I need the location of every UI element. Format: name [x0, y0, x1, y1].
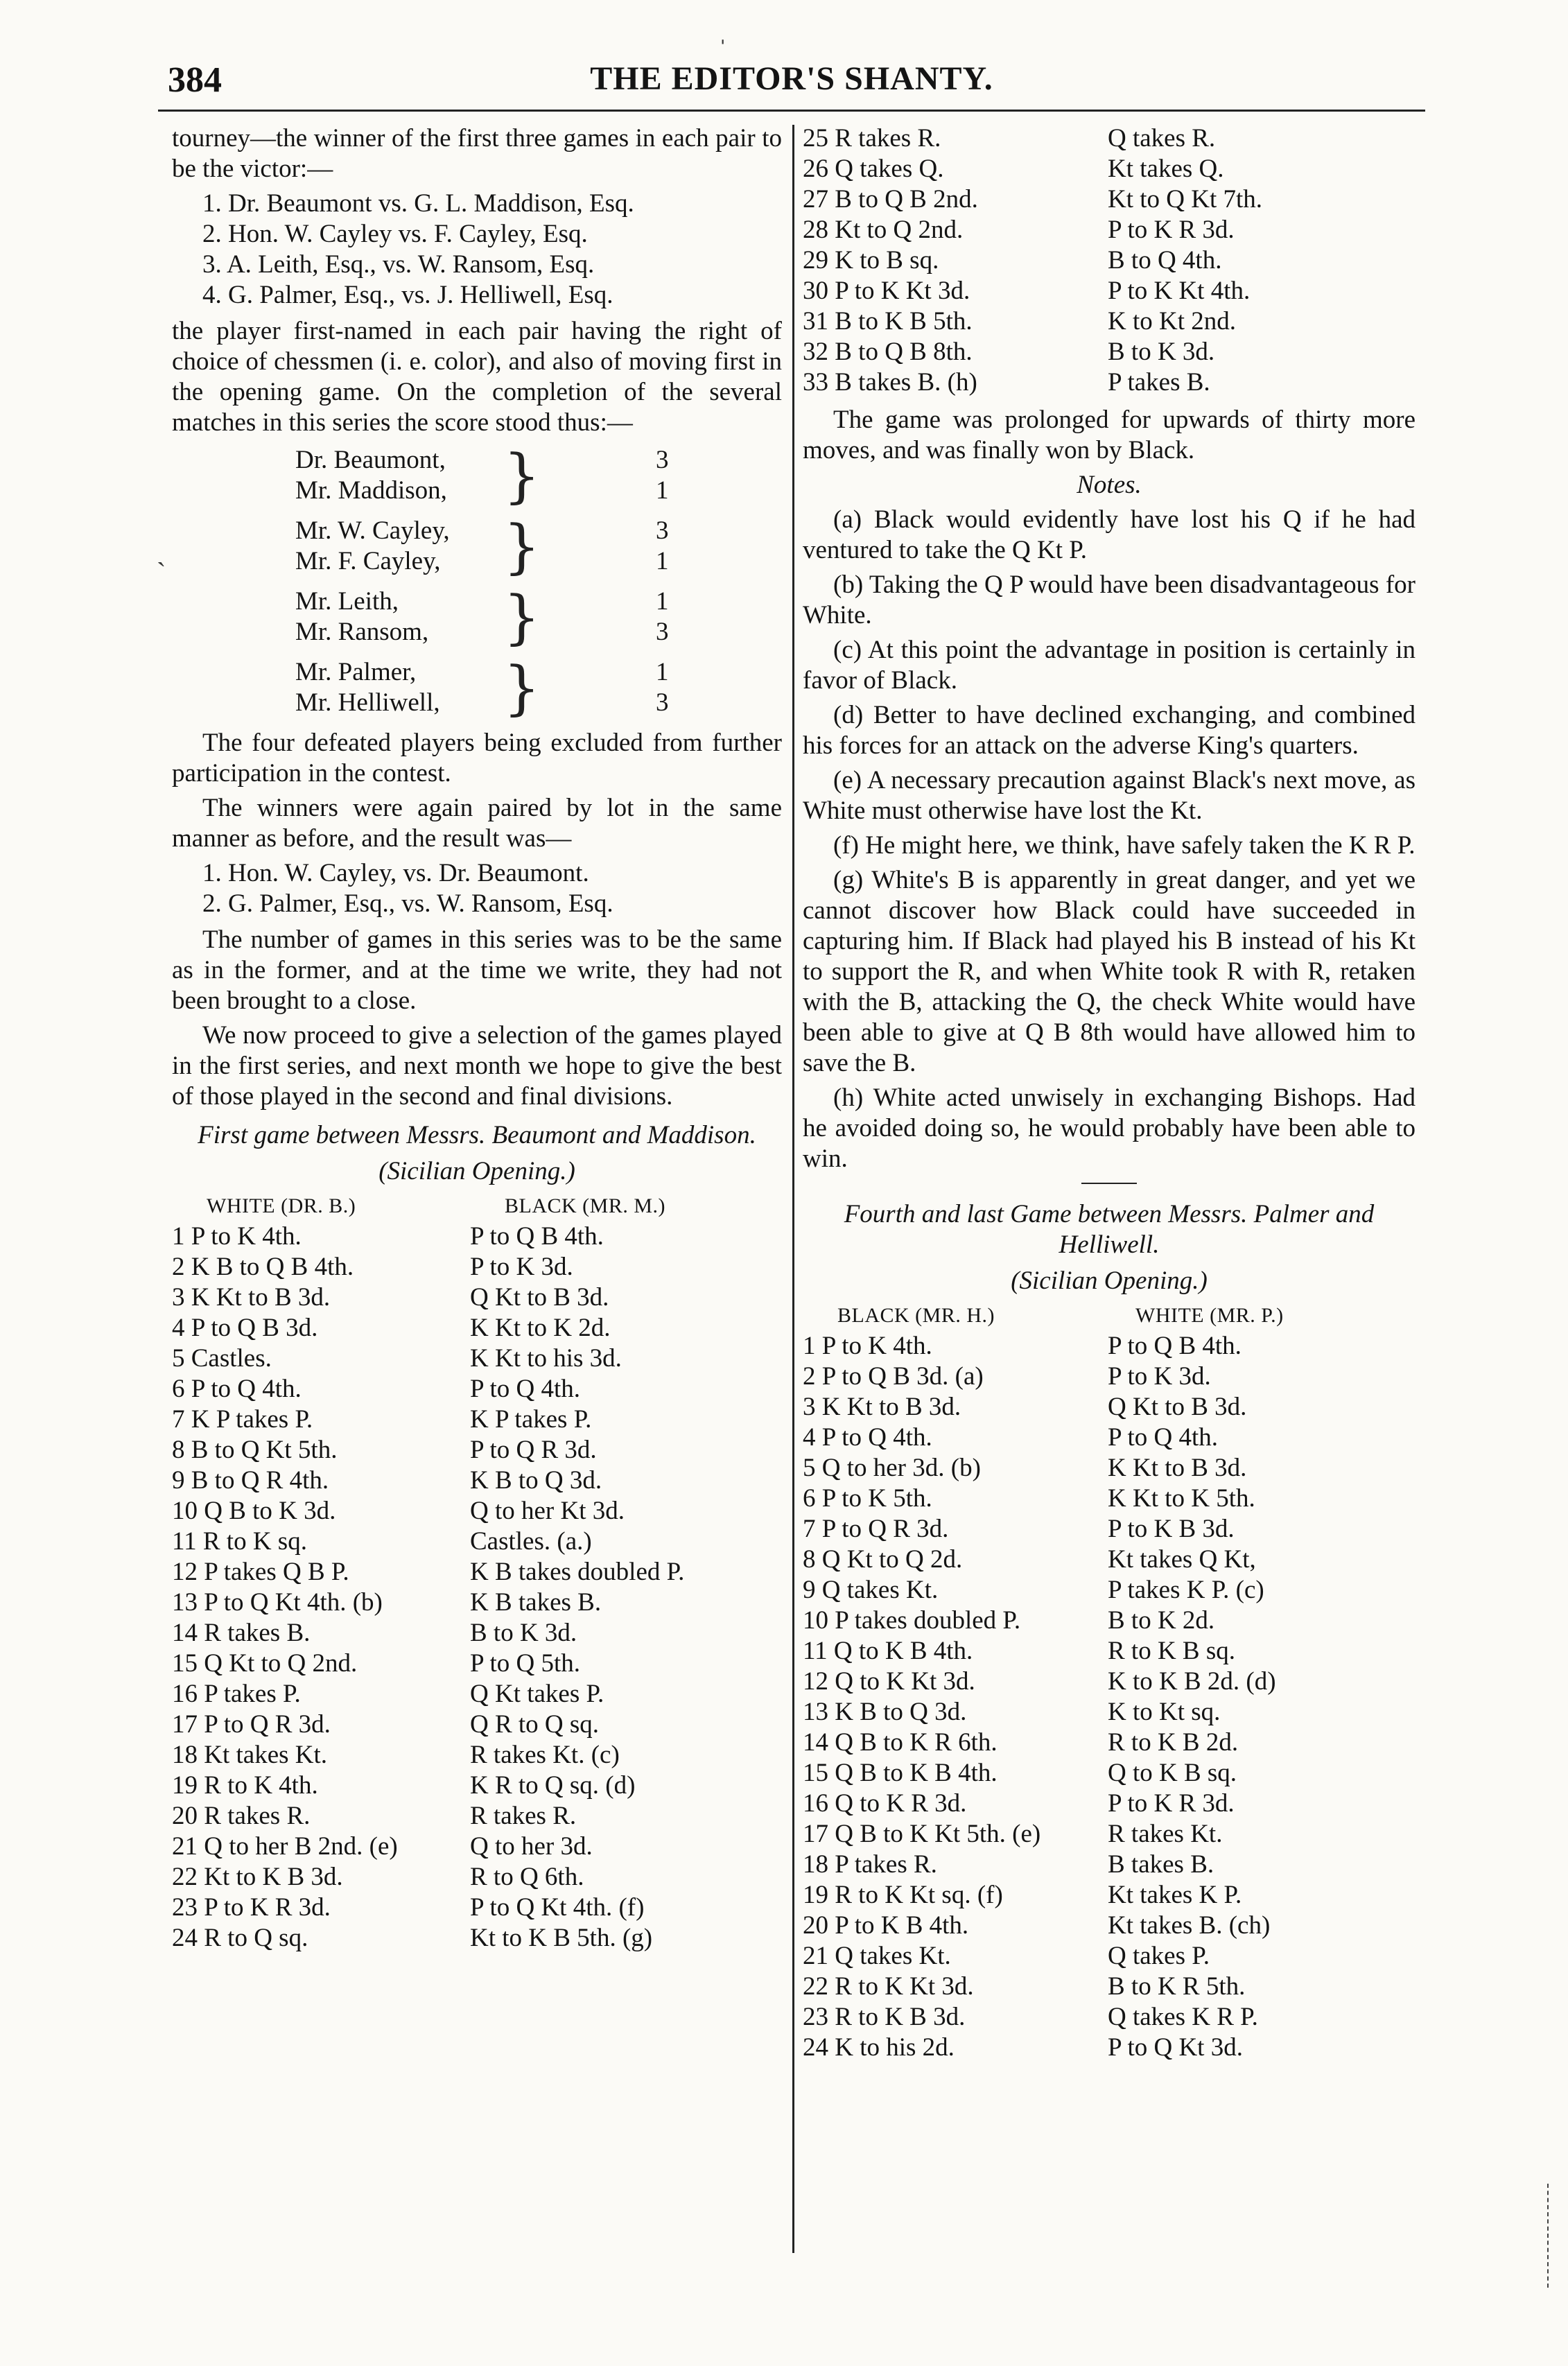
brace-glyph: }	[503, 654, 541, 722]
move-row	[172, 1771, 782, 1801]
second-player-move: B takes B.	[1108, 1850, 1214, 1879]
black-move: K B takes doubled P.	[470, 1558, 685, 1586]
white-move: 25 R takes R.	[803, 124, 941, 153]
black-move: R to Q 6th.	[470, 1863, 584, 1891]
second-player-move: Q takes K R P.	[1108, 2003, 1258, 2031]
move-row	[172, 1313, 782, 1343]
score-pair	[295, 654, 725, 722]
move-row	[803, 1941, 1415, 1972]
second-player-move: K to Kt sq.	[1108, 1698, 1221, 1726]
move-row	[803, 1514, 1415, 1545]
player-name: Mr. Maddison,	[295, 476, 447, 505]
black-move: P to Q 4th.	[470, 1375, 580, 1403]
move-row	[172, 1740, 782, 1771]
second-player-move: K to K B 2d. (d)	[1108, 1667, 1276, 1696]
left-column	[172, 123, 782, 1954]
pairing-item: 4. G. Palmer, Esq., vs. J. Helliwell, Esq.	[202, 281, 613, 309]
white-move: 5 Castles.	[172, 1344, 272, 1373]
pairing-item: 2. G. Palmer, Esq., vs. W. Ransom, Esq.	[202, 889, 613, 918]
note-f: (f) He might here, we think, have safely taken the K R P.	[833, 831, 1415, 860]
second-player-move: R to K B sq.	[1108, 1637, 1236, 1665]
move-row	[803, 1850, 1415, 1880]
games-paragraph: The number of games in this series was to be the same as in the former, and at the time we write, they had not been brought to a close.	[172, 925, 782, 1015]
first-player-move: 20 P to K B 4th.	[803, 1911, 969, 1940]
second-player-move: B to K R 5th.	[1108, 1972, 1246, 2001]
black-move: Kt takes Q.	[1108, 155, 1224, 183]
move-row	[172, 1588, 782, 1618]
game-title: Fourth and last Game between Messrs. Palmer and Helliwell.	[844, 1200, 1375, 1259]
first-player-move: 8 Q Kt to Q 2d.	[803, 1545, 963, 1574]
player-name: Mr. Leith,	[295, 587, 399, 616]
move-row	[803, 154, 1415, 184]
move-row	[803, 184, 1415, 215]
player-score: 1	[656, 476, 669, 505]
player-name: Dr. Beaumont,	[295, 446, 446, 474]
black-move: Q takes R.	[1108, 124, 1216, 153]
second-player-move: R to K B 2d.	[1108, 1728, 1239, 1757]
black-move: B to K 3d.	[1108, 338, 1215, 366]
move-row	[803, 1728, 1415, 1758]
move-row	[803, 2033, 1415, 2063]
move-row	[803, 1636, 1415, 1667]
move-row	[172, 1343, 782, 1374]
move-row	[803, 1697, 1415, 1728]
continued-move-list	[803, 123, 1415, 398]
white-move: 18 Kt takes Kt.	[172, 1741, 328, 1769]
second-player-move: P to K B 3d.	[1108, 1515, 1235, 1543]
second-player-move: K Kt to B 3d.	[1108, 1454, 1247, 1482]
move-row	[803, 1392, 1415, 1423]
move-row	[803, 367, 1415, 398]
running-header	[158, 54, 1425, 110]
move-row	[803, 276, 1415, 306]
white-move: 32 B to Q B 8th.	[803, 338, 973, 366]
header-rule	[158, 110, 1425, 112]
player-name: Mr. Ransom,	[295, 618, 429, 646]
first-player-move: 2 P to Q B 3d. (a)	[803, 1362, 984, 1391]
black-move: P to K R 3d.	[1108, 216, 1235, 244]
black-move: K P takes P.	[470, 1405, 592, 1434]
first-player-move: 13 K B to Q 3d.	[803, 1698, 967, 1726]
white-move: 9 B to Q R 4th.	[172, 1466, 329, 1495]
second-player-move: P takes K P. (c)	[1108, 1576, 1264, 1604]
move-row	[803, 1362, 1415, 1392]
second-player-move: P to K 3d.	[1108, 1362, 1211, 1391]
move-row	[172, 1832, 782, 1862]
second-player-move: Q takes P.	[1108, 1942, 1210, 1970]
move-row	[803, 215, 1415, 245]
intro-paragraph: tourney—the winner of the first three games in each pair to be the victor:—	[172, 124, 782, 183]
move-row	[803, 123, 1415, 154]
white-move: 4 P to Q B 3d.	[172, 1314, 318, 1342]
white-move: 26 Q takes Q.	[803, 155, 944, 183]
second-pairings-list	[172, 858, 782, 919]
section-rule	[1081, 1183, 1137, 1184]
first-player-move: 3 K Kt to B 3d.	[803, 1393, 961, 1421]
player-score: 3	[656, 688, 669, 717]
excluded-paragraph: The four defeated players being excluded from further participation in the contest.	[172, 729, 782, 788]
white-move: 8 B to Q Kt 5th.	[172, 1436, 338, 1464]
move-row	[172, 1710, 782, 1740]
player-score: 1	[656, 658, 669, 686]
black-move: K Kt to K 2d.	[470, 1314, 611, 1342]
black-move: P takes B.	[1108, 368, 1210, 397]
second-player-move: P to Q B 4th.	[1108, 1332, 1242, 1360]
score-table	[295, 442, 725, 722]
white-move: 20 R takes R.	[172, 1802, 311, 1830]
move-row	[172, 1862, 782, 1893]
player-score: 3	[656, 516, 669, 545]
move-row	[172, 1496, 782, 1526]
black-move: P to Q Kt 4th. (f)	[470, 1893, 645, 1922]
first-player-move: 5 Q to her 3d. (b)	[803, 1454, 981, 1482]
white-move: 24 R to Q sq.	[172, 1924, 308, 1952]
white-move: 17 P to Q R 3d.	[172, 1710, 331, 1739]
first-player-move: 18 P takes R.	[803, 1850, 937, 1879]
white-heading: WHITE (MR. P.)	[1135, 1304, 1284, 1327]
move-row	[803, 1453, 1415, 1484]
move-row	[172, 1374, 782, 1404]
first-player-move: 7 P to Q R 3d.	[803, 1515, 949, 1543]
score-pair	[295, 512, 725, 580]
black-move: P to K Kt 4th.	[1108, 277, 1251, 305]
pairings-list	[172, 189, 782, 311]
black-move: Q to her Kt 3d.	[470, 1497, 625, 1525]
page-edge-marks	[1547, 2184, 1551, 2288]
black-move: P to Q 5th.	[470, 1649, 580, 1678]
first-player-move: 22 R to K Kt 3d.	[803, 1972, 974, 2001]
second-player-move: Q Kt to B 3d.	[1108, 1393, 1247, 1421]
move-row	[172, 1465, 782, 1496]
prolonged-paragraph: The game was prolonged for upwards of thirty more moves, and was finally won by Black.	[803, 406, 1415, 464]
move-row	[803, 306, 1415, 337]
move-row	[803, 1423, 1415, 1453]
note-e: (e) A necessary precaution against Black's next move, as White must otherwise have lost the Kt.	[803, 766, 1415, 825]
first-player-move: 24 K to his 2d.	[803, 2033, 955, 2062]
pairing-item: 1. Dr. Beaumont vs. G. L. Maddison, Esq.	[202, 189, 634, 218]
player-score: 3	[656, 618, 669, 646]
pairing-item: 1. Hon. W. Cayley, vs. Dr. Beaumont.	[202, 859, 589, 887]
note-h: (h) White acted unwisely in exchanging Bishops. Had he avoided doing so, he would probably have been able to win.	[803, 1084, 1415, 1173]
first-player-move: 21 Q takes Kt.	[803, 1942, 951, 1970]
move-row	[803, 1880, 1415, 1911]
first-player-move: 16 Q to K R 3d.	[803, 1789, 967, 1818]
player-score: 3	[656, 446, 669, 474]
notes-heading: Notes.	[1077, 471, 1142, 499]
white-move: 11 R to K sq.	[172, 1527, 307, 1556]
white-move: 3 K Kt to B 3d.	[172, 1283, 331, 1312]
note-c: (c) At this point the advantage in position is certainly in favor of Black.	[803, 636, 1415, 695]
white-heading: WHITE (DR. B.)	[207, 1194, 356, 1217]
first-player-move: 1 P to K 4th.	[803, 1332, 932, 1360]
move-row	[172, 1252, 782, 1282]
black-move: R takes R.	[470, 1802, 577, 1830]
first-player-move: 17 Q B to K Kt 5th. (e)	[803, 1820, 1041, 1848]
black-heading: BLACK (MR. M.)	[505, 1194, 666, 1217]
move-row	[172, 1801, 782, 1832]
move-row	[803, 2002, 1415, 2033]
black-move: Q Kt to B 3d.	[470, 1283, 609, 1312]
move-row	[172, 1618, 782, 1649]
first-player-move: 9 Q takes Kt.	[803, 1576, 939, 1604]
repaired-paragraph: The winners were again paired by lot in the same manner as before, and the result was—	[172, 794, 782, 853]
move-row	[803, 1606, 1415, 1636]
black-move: Castles. (a.)	[470, 1527, 592, 1556]
black-move: Kt to K B 5th. (g)	[470, 1924, 653, 1952]
white-move: 29 K to B sq.	[803, 246, 939, 275]
black-move: Q Kt takes P.	[470, 1680, 604, 1708]
game-column-headings	[172, 1191, 782, 1221]
white-move: 2 K B to Q B 4th.	[172, 1253, 354, 1281]
first-player-move: 14 Q B to K R 6th.	[803, 1728, 998, 1757]
first-player-move: 4 P to Q 4th.	[803, 1423, 932, 1452]
note-a: (a) Black would evidently have lost his Q if he had ventured to take the Q Kt P.	[803, 505, 1415, 564]
first-player-move: 6 P to K 5th.	[803, 1484, 932, 1513]
black-move: B to Q 4th.	[1108, 246, 1222, 275]
move-row	[172, 1435, 782, 1465]
first-player-move: 19 R to K Kt sq. (f)	[803, 1881, 1003, 1909]
move-row	[803, 1972, 1415, 2002]
white-move: 13 P to Q Kt 4th. (b)	[172, 1588, 383, 1617]
move-row	[803, 1575, 1415, 1606]
white-move: 23 P to K R 3d.	[172, 1893, 331, 1922]
pairing-item: 3. A. Leith, Esq., vs. W. Ransom, Esq.	[202, 250, 595, 279]
player-name: Mr. F. Cayley,	[295, 547, 441, 575]
move-row	[803, 1911, 1415, 1941]
brace-glyph: }	[503, 442, 541, 510]
second-player-move: Q to K B sq.	[1108, 1759, 1237, 1787]
white-move: 19 R to K 4th.	[172, 1771, 318, 1800]
note-g: (g) White's B is apparently in great danger, and yet we cannot discover how Black could have succeeded in capturing him. If Black had played his B instead of his Kt to support the R, and when White took R with R, retaken with the B, attacking the Q, the check White would have been able to give at Q B 8th would have allowed him to save the B.	[803, 866, 1415, 1077]
game-opening: (Sicilian Opening.)	[378, 1157, 575, 1185]
second-player-move: P to K R 3d.	[1108, 1789, 1235, 1818]
second-player-move: B to K 2d.	[1108, 1606, 1215, 1635]
move-row	[172, 1526, 782, 1557]
white-move: 16 P takes P.	[172, 1680, 301, 1708]
white-move: 14 R takes B.	[172, 1619, 311, 1647]
move-row	[803, 1758, 1415, 1789]
second-player-move: R takes Kt.	[1108, 1820, 1223, 1848]
white-move: 33 B takes B. (h)	[803, 368, 977, 397]
black-move: K to Kt 2nd.	[1108, 307, 1236, 336]
note-d: (d) Better to have declined exchanging, and combined his forces for an attack on the adverse King's quarters.	[803, 701, 1415, 760]
player-score: 1	[656, 547, 669, 575]
second-player-move: Kt takes K P.	[1108, 1881, 1242, 1909]
move-row	[803, 1789, 1415, 1819]
brace-glyph: }	[503, 512, 541, 580]
move-row	[803, 1331, 1415, 1362]
move-row	[803, 1545, 1415, 1575]
black-move: P to K 3d.	[470, 1253, 573, 1281]
black-move: K R to Q sq. (d)	[470, 1771, 636, 1800]
player-name: Mr. Helliwell,	[295, 688, 440, 717]
move-row	[172, 1923, 782, 1954]
move-row	[803, 1484, 1415, 1514]
player-name: Mr. W. Cayley,	[295, 516, 450, 545]
score-pair	[295, 442, 725, 510]
white-move: 6 P to Q 4th.	[172, 1375, 302, 1403]
column-divider	[792, 125, 794, 2253]
first-player-move: 12 Q to K Kt 3d.	[803, 1667, 975, 1696]
white-move: 10 Q B to K 3d.	[172, 1497, 336, 1525]
move-row	[803, 337, 1415, 367]
game-column-headings	[803, 1301, 1415, 1331]
move-row	[803, 245, 1415, 276]
white-move: 28 Kt to Q 2nd.	[803, 216, 964, 244]
white-move: 1 P to K 4th.	[172, 1222, 302, 1251]
stray-tick-mark: ˌ	[718, 13, 728, 44]
first-player-move: 23 R to K B 3d.	[803, 2003, 966, 2031]
move-row	[172, 1282, 782, 1313]
selection-paragraph: We now proceed to give a selection of the games played in the first series, and next month we hope to give the best of those played in the second and final divisions.	[172, 1021, 782, 1111]
first-player-move: 15 Q B to K B 4th.	[803, 1759, 998, 1787]
white-move: 7 K P takes P.	[172, 1405, 313, 1434]
white-move: 22 Kt to K B 3d.	[172, 1863, 343, 1891]
first-player-move: 11 Q to K B 4th.	[803, 1637, 973, 1665]
move-list	[803, 1331, 1415, 2063]
white-move: 12 P takes Q B P.	[172, 1558, 349, 1586]
white-move: 30 P to K Kt 3d.	[803, 277, 970, 305]
black-move: Q to her 3d.	[470, 1832, 593, 1861]
white-move: 31 B to K B 5th.	[803, 307, 973, 336]
move-row	[172, 1404, 782, 1435]
brace-glyph: }	[503, 583, 541, 651]
note-b: (b) Taking the Q P would have been disadvantageous for White.	[803, 571, 1415, 629]
move-list	[172, 1221, 782, 1954]
page-number: 384	[168, 60, 222, 100]
white-move: 15 Q Kt to Q 2nd.	[172, 1649, 358, 1678]
player-score: 1	[656, 587, 669, 616]
player-name: Mr. Palmer,	[295, 658, 417, 686]
black-move: Q R to Q sq.	[470, 1710, 600, 1739]
choice-paragraph: the player first-named in each pair having the right of choice of chessmen (i. e. color), and also of moving first in the opening game. On the completion of the several matches in this series the score stood thus:—	[172, 317, 782, 437]
second-player-move: P to Q 4th.	[1108, 1423, 1218, 1452]
game-title: First game between Messrs. Beaumont and Maddison.	[198, 1121, 756, 1149]
black-move: K B to Q 3d.	[470, 1466, 602, 1495]
move-row	[803, 1819, 1415, 1850]
right-column	[803, 123, 1415, 2063]
stray-dot-mark: `	[157, 557, 166, 588]
move-row	[172, 1649, 782, 1679]
white-move: 27 B to Q B 2nd.	[803, 185, 978, 214]
black-move: P to Q B 4th.	[470, 1222, 604, 1251]
second-player-move: P to Q Kt 3d.	[1108, 2033, 1243, 2062]
black-move: K B takes B.	[470, 1588, 602, 1617]
running-title: THE EDITOR'S SHANTY.	[590, 60, 993, 97]
move-row	[172, 1893, 782, 1923]
black-move: P to Q R 3d.	[470, 1436, 597, 1464]
black-move: R takes Kt. (c)	[470, 1741, 620, 1769]
pairing-item: 2. Hon. W. Cayley vs. F. Cayley, Esq.	[202, 220, 588, 248]
second-player-move: K Kt to K 5th.	[1108, 1484, 1255, 1513]
score-pair	[295, 583, 725, 651]
first-player-move: 10 P takes doubled P.	[803, 1606, 1021, 1635]
black-move: Kt to Q Kt 7th.	[1108, 185, 1263, 214]
black-move: B to K 3d.	[470, 1619, 577, 1647]
black-heading: BLACK (MR. H.)	[837, 1304, 995, 1327]
move-row	[172, 1557, 782, 1588]
second-player-move: Kt takes Q Kt,	[1108, 1545, 1256, 1574]
second-player-move: Kt takes B. (ch)	[1108, 1911, 1271, 1940]
black-move: K Kt to his 3d.	[470, 1344, 622, 1373]
move-row	[172, 1679, 782, 1710]
move-row	[803, 1667, 1415, 1697]
game-opening: (Sicilian Opening.)	[1011, 1267, 1208, 1295]
white-move: 21 Q to her B 2nd. (e)	[172, 1832, 398, 1861]
move-row	[172, 1221, 782, 1252]
